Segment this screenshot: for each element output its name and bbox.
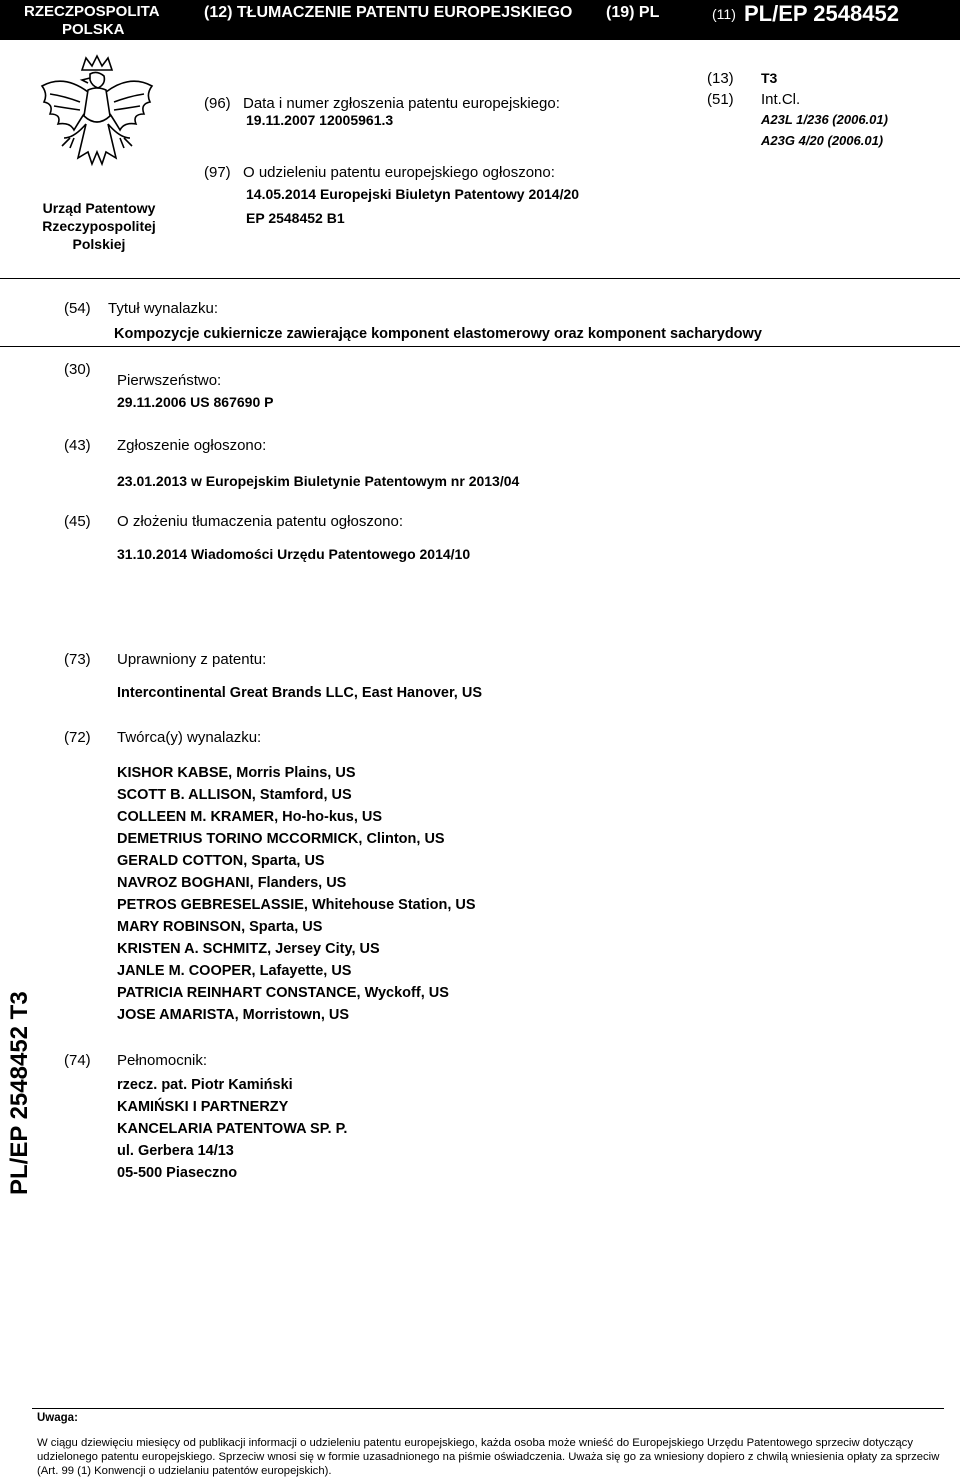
inventor-item: NAVROZ BOGHANI, Flanders, US — [117, 875, 347, 891]
inventor-item: KRISTEN A. SCHMITZ, Jersey City, US — [117, 941, 380, 957]
field-54-label: Tytuł wynalazku: — [108, 300, 219, 317]
publication-number: PL/EP 2548452 — [744, 1, 899, 26]
field-72-label: Twórca(y) wynalazku: — [117, 729, 262, 746]
field-73-label: Uprawniony z patentu: — [117, 651, 267, 668]
field-45-label: O złożeniu tłumaczenia patentu ogłoszono: — [117, 513, 404, 530]
invention-title: Kompozycje cukiernicze zawierające komponent elastomerowy oraz komponent sacharydowy — [114, 326, 762, 342]
field-97-label: O udzieleniu patentu europejskiego ogłoszono: — [243, 164, 555, 181]
inventor-item: GERALD COTTON, Sparta, US — [117, 853, 325, 869]
side-publication-label: PL/EP 2548452 T3 — [6, 991, 33, 1195]
inventor-item: JANLE M. COOPER, Lafayette, US — [117, 963, 352, 979]
field-96-code: (96) — [204, 95, 231, 112]
inventor-item: COLLEEN M. KRAMER, Ho-ho-kus, US — [117, 809, 383, 825]
field-54-code: (54) — [64, 300, 91, 317]
inventor-item: JOSE AMARISTA, Morristown, US — [117, 1007, 350, 1023]
polish-eagle-emblem-icon — [34, 54, 160, 186]
attorney-line: KANCELARIA PATENTOWA SP. P. — [117, 1121, 348, 1137]
attorney-block — [117, 1074, 347, 1184]
field-30-label: Pierwszeństwo: — [117, 372, 222, 389]
divider-notice — [32, 1408, 944, 1409]
field-45-code: (45) — [64, 513, 91, 530]
country-code: (19) PL — [606, 4, 660, 21]
field-97-code: (97) — [204, 164, 231, 181]
divider-top — [0, 278, 960, 279]
inventor-item: DEMETRIUS TORINO MCCORMICK, Clinton, US — [117, 831, 445, 847]
field-51-label: Int.Cl. — [761, 91, 801, 108]
notice-title: Uwaga: — [37, 1412, 78, 1424]
field-45-value: 31.10.2014 Wiadomości Urzędu Patentowego 2014/10 — [117, 546, 471, 562]
attorney-line: ul. Gerbera 14/13 — [117, 1143, 234, 1159]
office-name-line2: Rzeczypospolitej — [42, 218, 156, 234]
inventor-item: MARY ROBINSON, Sparta, US — [117, 919, 323, 935]
priority-value: 29.11.2006 US 867690 P — [117, 394, 274, 410]
country-name-line1: RZECZPOSPOLITA — [24, 3, 160, 20]
field-97-value: 14.05.2014 Europejski Biuletyn Patentowy 2014/20 — [246, 186, 580, 202]
inventor-item: PETROS GEBRESELASSIE, Whitehouse Station, US — [117, 897, 476, 913]
inventor-item: KISHOR KABSE, Morris Plains, US — [117, 765, 356, 781]
attorney-line: 05-500 Piaseczno — [117, 1165, 238, 1181]
publication-code-label: (11) — [712, 6, 736, 22]
inventor-item: PATRICIA REINHART CONSTANCE, Wyckoff, US — [117, 985, 449, 1001]
patent-holder: Intercontinental Great Brands LLC, East Hanover, US — [117, 685, 482, 701]
attorney-line: KAMIŃSKI I PARTNERZY — [117, 1099, 289, 1115]
notice-text: W ciągu dziewięciu miesięcy od publikacji informacji o udzieleniu patentu europejskiego, każda osoba może wnieść do Europejskiego Urzędu Patentowego sprzeciw dotyczący udzielonego patentu europejskiego. Sprzeciw wnosi się w formie uzasadnionego na piśmie oświadczenia. Uważa się go za wniesiony dopiero z chwilą wniesienia opłaty za sprzeciw (Art. 99 (1) Konwencji o udzielaniu patentów europejskich). — [37, 1437, 940, 1477]
field-51-class-1: A23L 1/236 (2006.01) — [761, 112, 888, 127]
field-73-code: (73) — [64, 651, 91, 668]
field-43-label: Zgłoszenie ogłoszono: — [117, 437, 267, 454]
field-13-code: (13) — [707, 70, 734, 87]
field-43-value: 23.01.2013 w Europejskim Biuletynie Patentowym nr 2013/04 — [117, 473, 520, 489]
field-13-value: T3 — [761, 70, 778, 86]
document-type: (12) TŁUMACZENIE PATENTU EUROPEJSKIEGO — [204, 4, 573, 21]
header-bar — [0, 0, 960, 40]
field-96-label: Data i numer zgłoszenia patentu europejskiego: — [243, 95, 560, 112]
office-name-line3: Polskiej — [72, 236, 126, 252]
inventor-item: SCOTT B. ALLISON, Stamford, US — [117, 787, 352, 803]
field-51-code: (51) — [707, 91, 734, 108]
divider-title — [0, 346, 960, 347]
inventor-list — [117, 762, 476, 1026]
field-30-code: (30) — [64, 361, 91, 378]
field-97-value2: EP 2548452 B1 — [246, 210, 345, 226]
attorney-line: rzecz. pat. Piotr Kamiński — [117, 1077, 293, 1093]
field-74-code: (74) — [64, 1052, 91, 1069]
office-name-line1: Urząd Patentowy — [42, 200, 156, 216]
field-72-code: (72) — [64, 729, 91, 746]
field-74-label: Pełnomocnik: — [117, 1052, 208, 1069]
field-43-code: (43) — [64, 437, 91, 454]
country-name-line2: POLSKA — [62, 21, 125, 38]
field-51-class-2: A23G 4/20 (2006.01) — [761, 133, 884, 148]
field-96-value: 19.11.2007 12005961.3 — [246, 112, 394, 128]
